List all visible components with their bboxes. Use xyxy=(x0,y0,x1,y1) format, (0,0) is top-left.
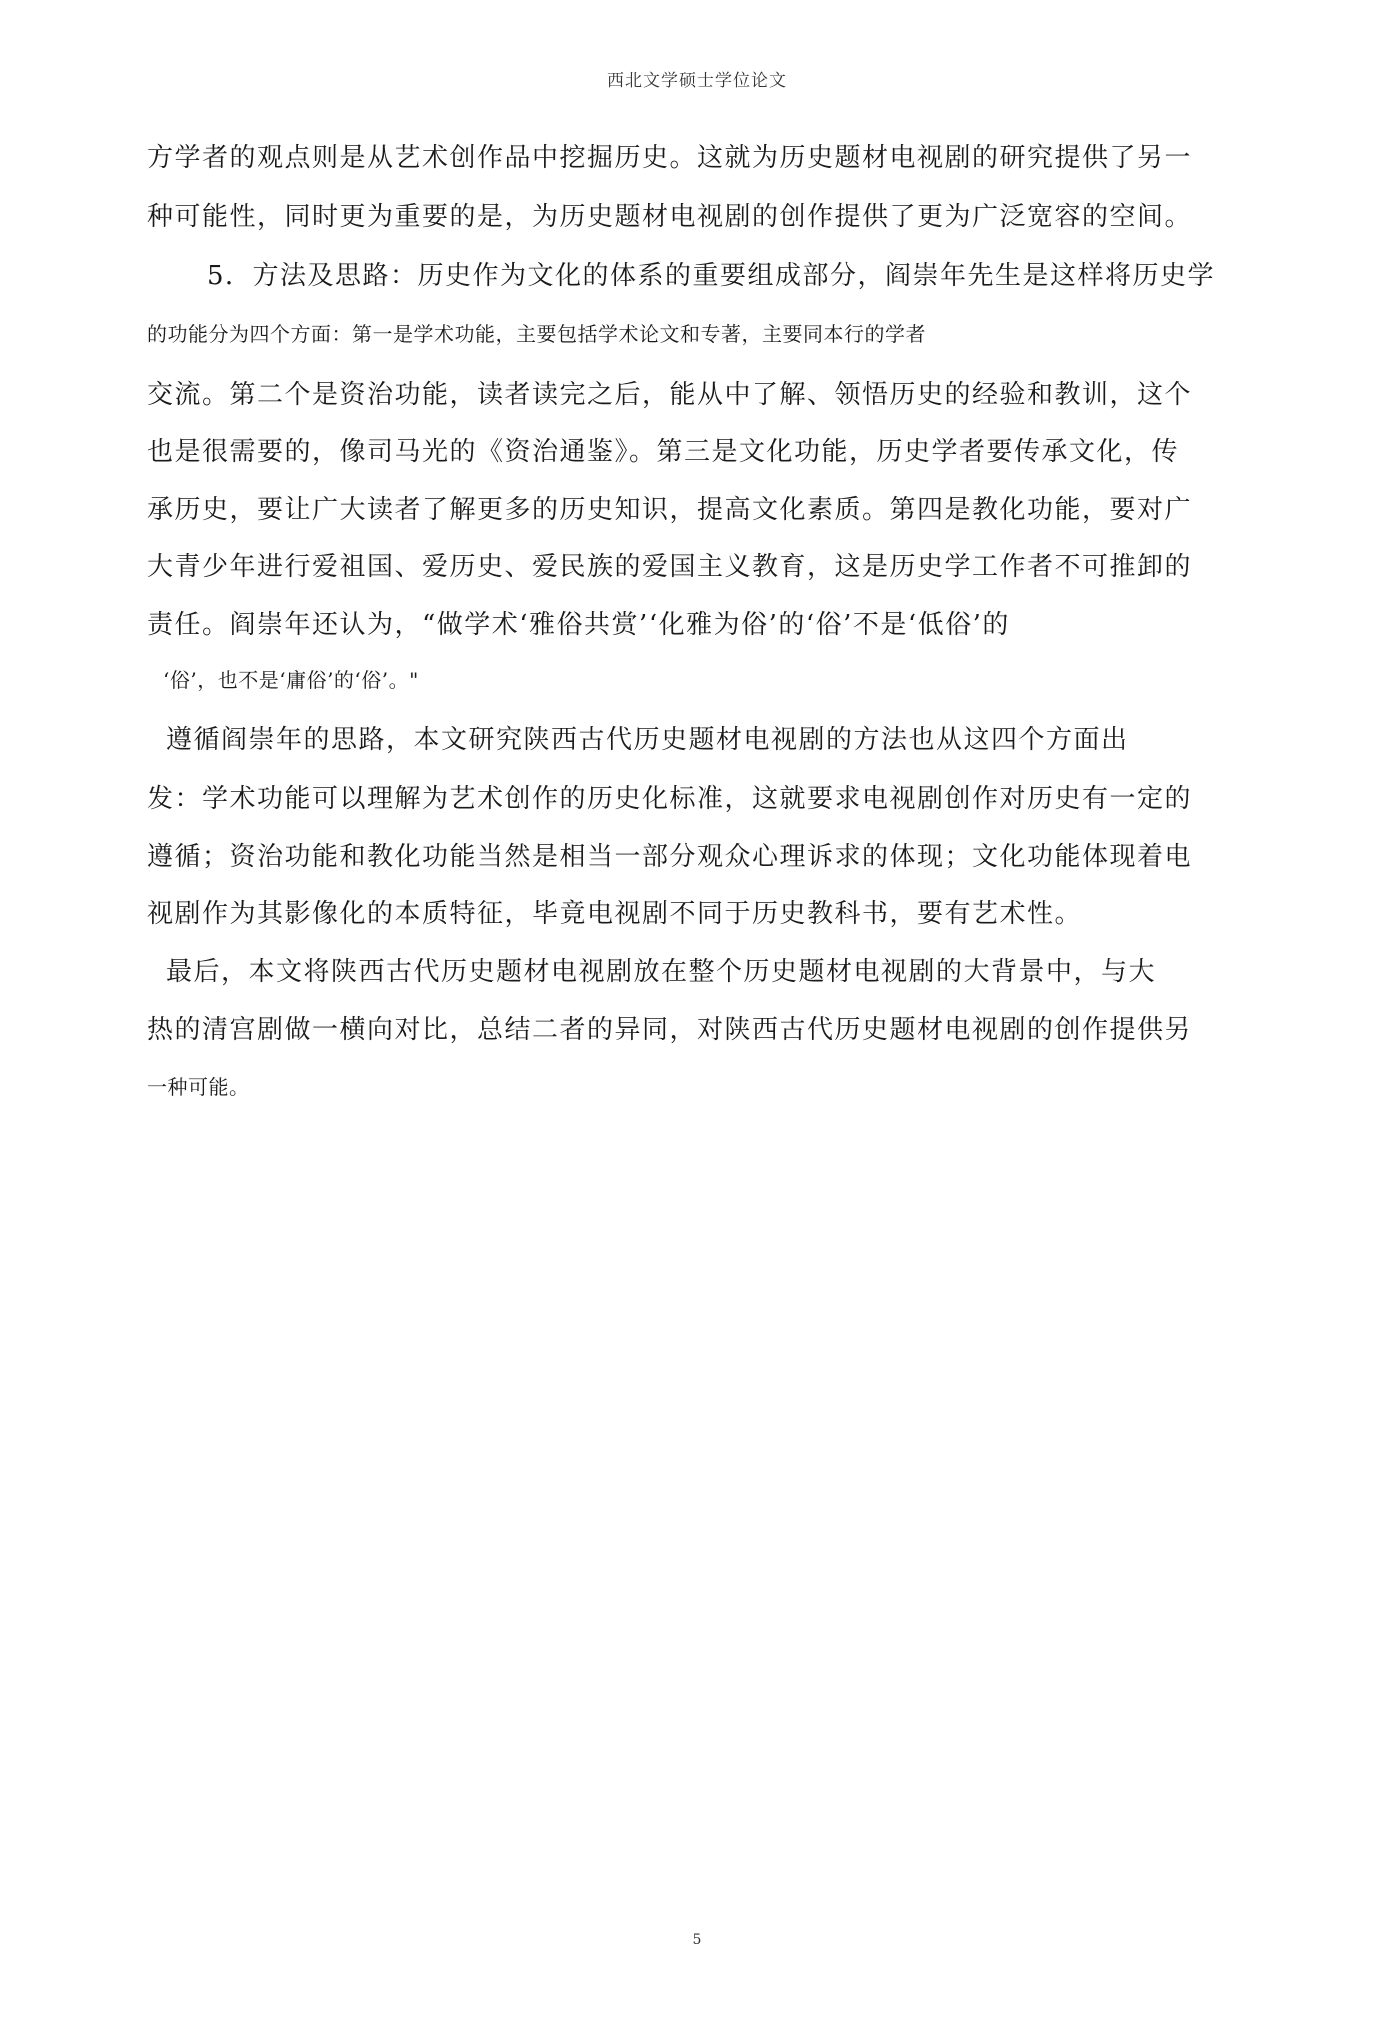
text-line: 一种可能。 xyxy=(147,1075,250,1099)
text-line: 视剧作为其影像化的本质特征，毕竟电视剧不同于历史教科书，要有艺术性。 xyxy=(147,899,1083,929)
page-number: 5 xyxy=(692,1932,702,1948)
text-line: 最后，本文将陕西古代历史题材电视剧放在整个历史题材电视剧的大背景中，与大 xyxy=(166,957,1157,987)
text-line: 责任。阎崇年还认为，“做学术‘雅俗共赏’‘化雅为俗’的‘俗’不是‘低俗’的 xyxy=(147,610,1010,640)
text-line: 承历史，要让广大读者了解更多的历史知识，提高文化素质。第四是教化功能，要对广 xyxy=(147,495,1193,525)
text-line: 遵循；资治功能和教化功能当然是相当一部分观众心理诉求的体现；文化功能体现着电 xyxy=(147,842,1193,872)
text-line: 也是很需要的，像司马光的《资治通鉴》。第三是文化功能，历史学者要传承文化，传 xyxy=(147,437,1180,467)
text-line: 5．方法及思路：历史作为文化的体系的重要组成部分，阎崇年先生是这样将历史学 xyxy=(207,261,1216,291)
text-line: ‘俗’，也不是‘庸俗’的‘俗’。" xyxy=(163,668,419,692)
text-line: 交流。第二个是资治功能，读者读完之后，能从中了解、领悟历史的经验和教训，这个 xyxy=(147,380,1193,410)
text-line: 大青少年进行爱祖国、爱历史、爱民族的爱国主义教育，这是历史学工作者不可推卸的 xyxy=(147,552,1193,582)
text-line: 方学者的观点则是从艺术创作品中挖掘历史。这就为历史题材电视剧的研究提供了另一 xyxy=(147,143,1193,173)
text-line: 的功能分为四个方面：第一是学术功能，主要包括学术论文和专著，主要同本行的学者 xyxy=(147,322,926,346)
running-header: 西北文学硕士学位论文 xyxy=(607,71,787,91)
text-line: 种可能性，同时更为重要的是，为历史题材电视剧的创作提供了更为广泛宽容的空间。 xyxy=(147,202,1193,232)
text-line: 发：学术功能可以理解为艺术创作的历史化标准，这就要求电视剧创作对历史有一定的 xyxy=(147,784,1193,814)
text-line: 热的清宫剧做一横向对比，总结二者的异同，对陕西古代历史题材电视剧的创作提供另 xyxy=(147,1015,1193,1045)
text-line: 遵循阎崇年的思路，本文研究陕西古代历史题材电视剧的方法也从这四个方面出 xyxy=(166,725,1129,755)
